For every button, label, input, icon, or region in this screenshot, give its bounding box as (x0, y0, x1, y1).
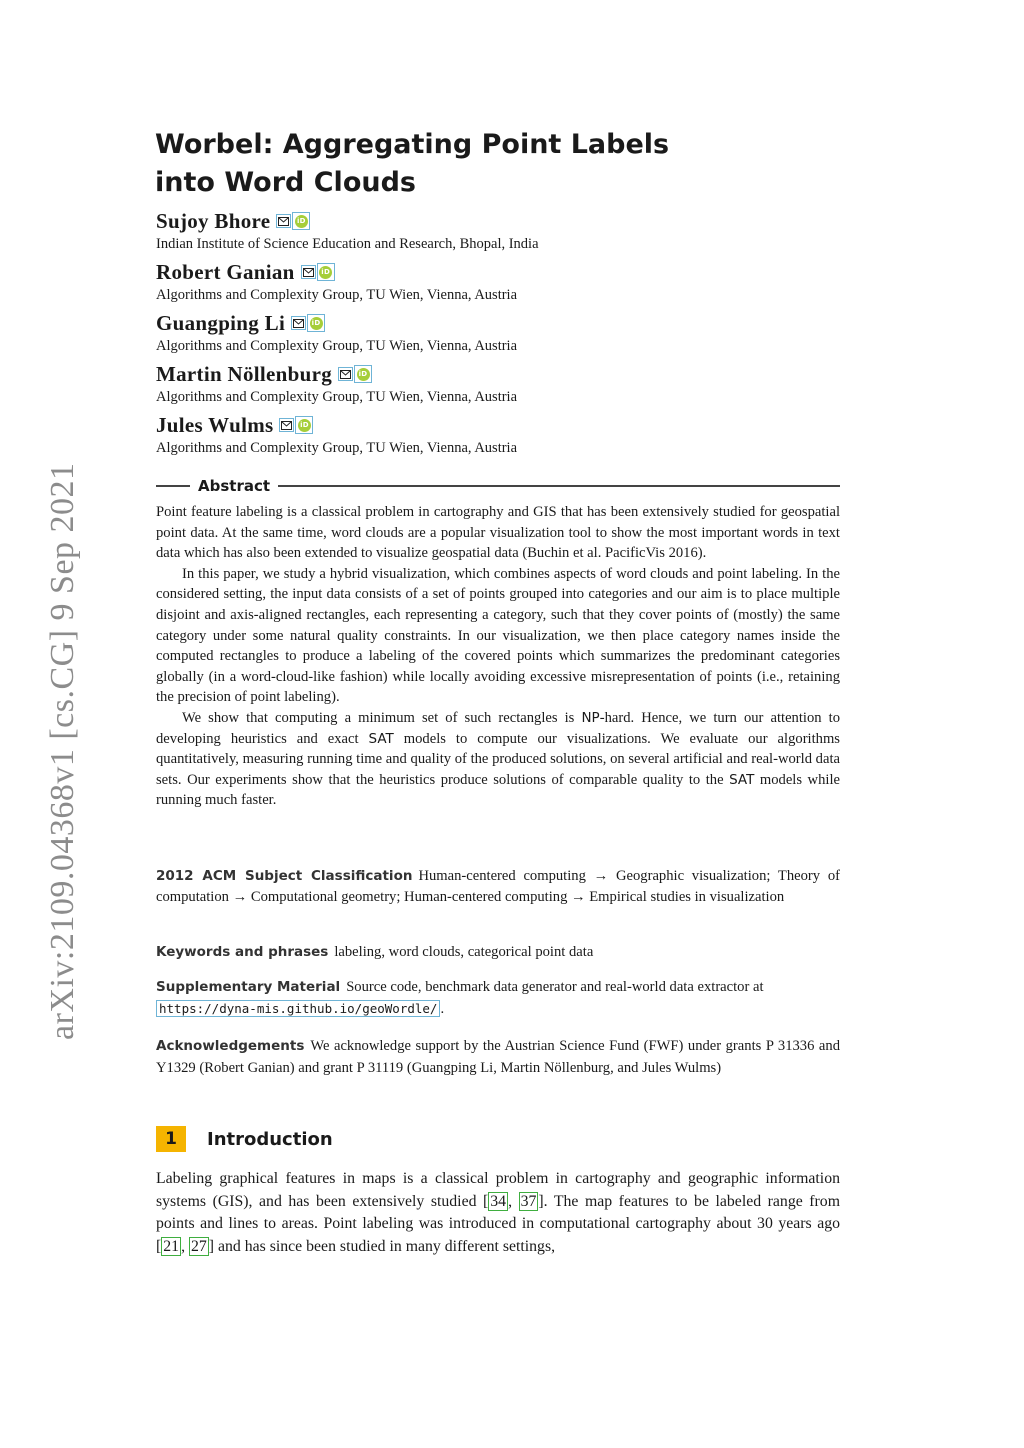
text-run: models to compute our visualizations. We evaluate our algorithms quantitatively, measuring running time and quality of the produced solutions, on several artificial and real-world data sets. Our experiments show that the heuristics produce solutions of comparable quality to the (156, 730, 840, 788)
keywords (156, 942, 840, 963)
section-title: Introduction (207, 1128, 333, 1150)
introduction-body (156, 1168, 840, 1258)
abstract-paragraph (156, 708, 840, 811)
email-icon[interactable] (301, 265, 316, 279)
keywords-key: Keywords and phrases (156, 944, 329, 960)
sat-term: SAT (729, 771, 755, 788)
author-entry (156, 411, 846, 462)
text-run: , (181, 1237, 189, 1255)
email-icon[interactable] (338, 367, 353, 381)
heading-rule (156, 485, 190, 487)
email-icon[interactable] (279, 418, 294, 432)
supplementary-tail: . (440, 1001, 445, 1017)
orcid-icon[interactable] (317, 263, 335, 281)
citation-link[interactable]: 27 (190, 1237, 207, 1255)
orcid-icon[interactable] (354, 365, 372, 383)
text-run: We show that computing a minimum set of such rectangles is (182, 709, 582, 726)
author-affiliation: Algorithms and Complexity Group, TU Wien, Vienna, Austria (156, 287, 518, 303)
citation-link[interactable]: 37 (520, 1192, 537, 1210)
orcid-glyph: iD (357, 368, 370, 381)
keywords-text: labeling, word clouds, categorical point data (334, 944, 594, 960)
email-icon[interactable] (276, 214, 291, 228)
acknowledgements (156, 1035, 840, 1079)
text-run: models while running much faster. (156, 771, 840, 809)
acm-key: 2012 ACM Subject Classification (156, 868, 413, 884)
section-number: 1 (156, 1126, 186, 1152)
section-heading (156, 1126, 333, 1152)
author-entry (156, 207, 846, 258)
author-name: Sujoy Bhore (156, 208, 271, 233)
author-name: Martin Nöllenburg (156, 361, 333, 386)
abstract-heading (156, 476, 840, 496)
paper-title (155, 126, 755, 202)
supplementary-link[interactable]: https://dyna-mis.github.io/geoWordle/ (156, 1000, 440, 1017)
text-run: ] and has since been studied in many different settings, (208, 1237, 556, 1255)
supplementary-text: Source code, benchmark data generator and real-world data extractor at (346, 979, 764, 995)
orcid-glyph: iD (310, 317, 323, 330)
arxiv-identifier: arXiv:2109.04368v1 [cs.CG] 9 Sep 2021 (44, 462, 81, 1040)
acm-text: Human-centered computing → Geographic visualization; Theory of computation → Computational geometry; Human-centered computing → Empirical studies in visualization (156, 868, 840, 905)
orcid-icon[interactable] (307, 314, 325, 332)
text-run: Labeling graphical features in maps is a classical problem in cartography and geographic information systems (GIS), and has been extensively studied [ (156, 1170, 840, 1210)
acknowledgements-key: Acknowledgements (156, 1038, 305, 1054)
author-affiliation: Indian Institute of Science Education and Research, Bhopal, India (156, 236, 539, 252)
author-affiliation: Algorithms and Complexity Group, TU Wien, Vienna, Austria (156, 338, 518, 354)
abstract-label: Abstract (198, 477, 271, 495)
author-affiliation: Algorithms and Complexity Group, TU Wien, Vienna, Austria (156, 389, 518, 405)
acknowledgements-text: We acknowledge support by the Austrian Science Fund (FWF) under grants P 31336 and Y1329 (Robert Ganian) and grant P 31119 (Guangping Li, Martin Nöllenburg, and Jules Wulms) (156, 1038, 840, 1076)
text-run: , (508, 1192, 519, 1210)
orcid-icon[interactable] (295, 416, 313, 434)
author-list (156, 207, 846, 462)
author-name: Guangping Li (156, 310, 286, 335)
heading-rule (278, 485, 840, 487)
author-name: Robert Ganian (156, 259, 295, 284)
orcid-glyph: iD (295, 215, 308, 228)
abstract-paragraph: In this paper, we study a hybrid visualization, which combines aspects of word clouds and point labeling. In the considered setting, the input data consists of a set of points grouped into categories and our aim is to place multiple disjoint and axis-aligned rectangles, each representing a category, such that they cover points of (mostly) the same category under some natural quality constraints. In our visualization, we then place category names inside the computed rectangles to produce a labeling of the covered points which summarizes the predominant categories globally (in a word-cloud-like fashion) while locally avoiding excessive misrepresentation of points (i.e., retaining the precision of point labeling). (156, 565, 840, 706)
abstract-paragraph: Point feature labeling is a classical problem in cartography and GIS that has been extensively studied for geospatial point data. At the same time, word clouds are a popular visualization tool to show the most important words in text data which has also been extended to visualize geospatial data (Buchin et al. PacificVis 2016). (156, 504, 840, 562)
author-name: Jules Wulms (156, 412, 274, 437)
orcid-glyph: iD (298, 419, 311, 432)
title-line-2: into Word Clouds (155, 167, 416, 198)
citation-link[interactable]: 34 (490, 1192, 507, 1210)
text-run: -hard. Hence, we turn our attention to developing heuristics and exact (156, 709, 841, 747)
complexity-class: NP (581, 709, 600, 726)
intro-paragraph (156, 1168, 840, 1258)
supplementary-material (156, 977, 840, 1020)
text-run: ]. The map features to be labeled range from points and lines to areas. Point labeling was introduced in computational cartography about 30 years ago [ (156, 1192, 840, 1255)
supplementary-key: Supplementary Material (156, 979, 341, 995)
email-icon[interactable] (291, 316, 306, 330)
author-entry (156, 258, 846, 309)
orcid-icon[interactable] (292, 212, 310, 230)
author-entry (156, 309, 846, 360)
title-line-1: Worbel: Aggregating Point Labels (155, 129, 670, 160)
citation-link[interactable]: 21 (163, 1237, 180, 1255)
acm-classification (156, 866, 840, 908)
orcid-glyph: iD (319, 266, 332, 279)
author-entry (156, 360, 846, 411)
author-affiliation: Algorithms and Complexity Group, TU Wien, Vienna, Austria (156, 440, 518, 456)
sat-term: SAT (368, 730, 394, 747)
abstract-body (156, 502, 840, 811)
